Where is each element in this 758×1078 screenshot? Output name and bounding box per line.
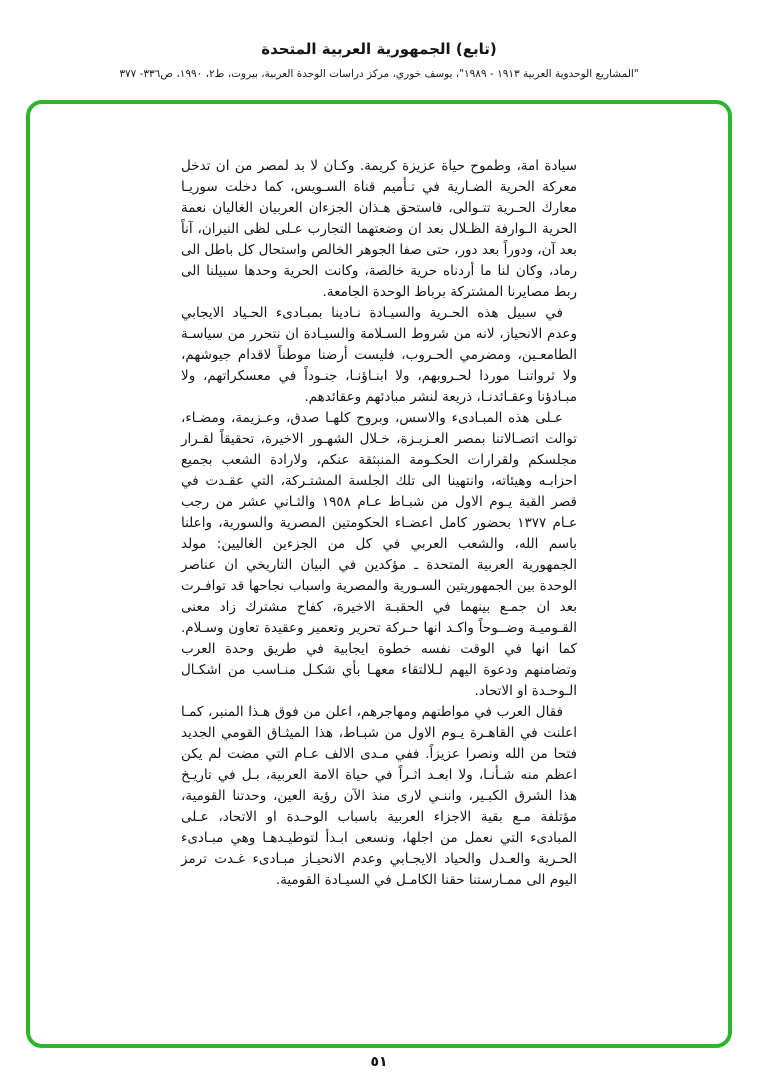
page-number: ٥١ bbox=[370, 1054, 388, 1070]
page-footer bbox=[0, 1051, 758, 1070]
green-border-frame bbox=[26, 100, 732, 1048]
header-title: (تابع) الجمهورية العربية المتحدة bbox=[261, 40, 497, 58]
body-text-block bbox=[181, 104, 577, 891]
paragraph: سيادة امة، وطموح حياة عزيزة كريمة. وكـان لا بد لمصر من ان تدخل معركة الحرية الضـارية في تـأميم قناة السـويس، كما دخلت سوريـا معارك الحـرية تتـوالى، فاستحق هـذان الجزءان العربيان الغاليان نعمة الحرية الـوارفة الظـلال بعد ان وضعتهما التجارب عـلى لظى النيران، آناً بعد آن، ودوراً بعد دور، حتى صفا الجوهر الخالص واستحال كل باطل الى رماد، وكان لنا ما أردناه حرية خالصة، وكانت الحرية وحدها سبيلنا الى ربط مصايرنا المشتركة برباط الوحدة الجامعة. bbox=[181, 158, 577, 300]
paragraph: في سبيل هذه الحـرية والسيـادة نـادينا بمبـادىء الحـياد الايجابي وعدم الانحياز، لانه من شروط السـلامة والسيـادة ان نتحرر من سياسـة الطامعـين، ومضرمي الحـروب، فليست أرضنا موطناً لاقدام جيوشهم، ولا ثرواتنـا موردا لحـروبهم، ولا ابنـاؤنـا، جنـوداً في معسكراتهم، ولا مبـادؤنا وعقـائدنـا، ذريعة لنشر مبادئهم وعقائدهم. bbox=[181, 305, 577, 405]
page-header bbox=[0, 0, 758, 80]
header-citation: "المشاريع الوحدوية العربية ١٩١٣ - ١٩٨٩"، يوسف خوري، مركز دراسات الوحدة العربية، بيروت، ط٢، ١٩٩٠، ص٣٣٦- ٣٧٧ bbox=[119, 68, 639, 80]
paragraph: عـلى هذه المبـادىء والاسس، وبروح كلهـا صدق، وعـزيمة، ومضـاء، توالت اتصـالاتنا بمصر العـزيـزة، خـلال الشهـور الاخيرة، تحقيقاً لقـرار مجلسكم ولقرارات الحكـومة المنبثقة عنكم، ولارادة الشعب بجميع احزابـه وهيئاته، وانتهينا الى تلك الجلسة المشتـركة، التي عقـدت في قصر القبة يـوم الاول من شبـاط عـام ١٩٥٨ والثـاني عشر من رجب عـام ١٣٧٧ بحضور كامل اعضـاء الحكومتين المصرية والسورية، واعلنا باسم الله، والشعب العربي في كل من الجزءين الغاليين: مولد الجمهورية العربية المتحدة ـ مؤكدين في البيان التاريخي ان عناصر الوحدة بين الجمهوريتين السـورية والمصرية واسباب نجاحها قد توافـرت بعد ان جمـع بينهما في الحقبـة الاخيرة، كفاح مشترك زاد معنى القـوميـة وضــوحاً واكـد انها حـركة تحرير وتعمير وعقيدة تعاون وسـلام. كما انها في الوقت نفسه خطوة ايجابية في طريق وحدة العرب وتضامنهم ودعوة اليهم لـلالتقاء معهـا بأي شكـل منـاسب من اشكـال الـوحـدة او الاتحاد. bbox=[181, 410, 578, 699]
paragraph: فقال العرب في مواطنهم ومهاجرهم، اعلن من فوق هـذا المنبر، كمـا اعلنت في القاهـرة يـوم الاول من شبـاط، هذا الميثـاق القومي الجديد فتحا من الله ونصرا عزيزاً. ففي مـدى الالف عـام التي مضت لم يكن اعظم منه شـأنـا، ولا ابعـد اثـراً في حياة الامة العربية، بـل في تاريـخ هذا الشرق الكبـير، واننـي لارى منذ الآن رؤية العين، وحدتنا القومية، مؤتلفة مـع بقية الاجزاء العربية باسباب الوحـدة او الاتحاد، عـلى المبادىء التي نعمل من اجلها، ونسعى ابـدأ لتوطيـدهـا وهي مبـادىء الحـرية والعـدل والحياد الايجـابي وعدم الانحيـاز مبـادىء غـدت ترمز اليوم الى ممـارستنا حقنا الكامـل في السيـادة القومية. bbox=[181, 704, 577, 888]
